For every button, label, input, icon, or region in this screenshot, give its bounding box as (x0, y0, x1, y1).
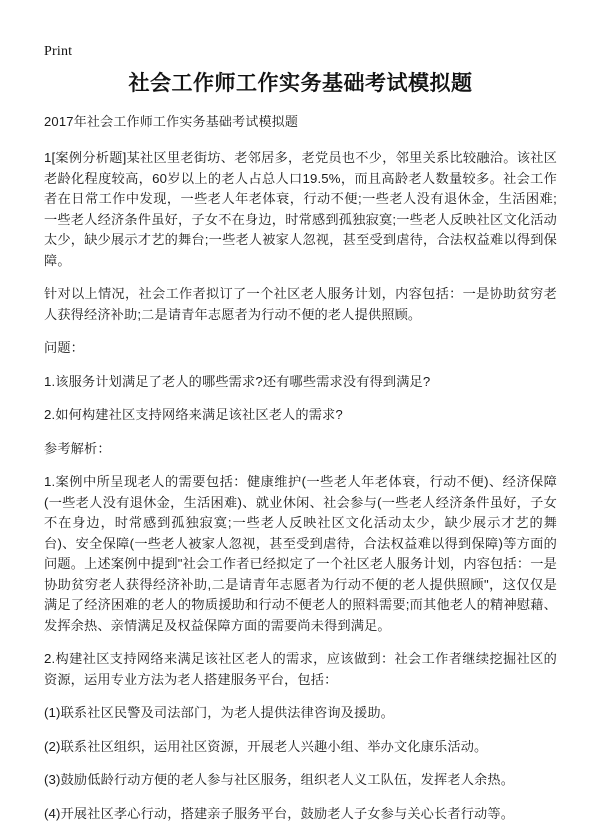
answer-1: 1.案例中所呈现老人的需要包括：健康维护(一些老人年老体衰，行动不便)、经济保障(一些老人没有退休金，生活困难)、就业休闲、社会参与(一些老人经济条件虽好，子女不在身边，时常感到孤独寂寞;一些老人反映社区文化活动太少，缺少展示才艺的舞台)、安全保障(一些老人被家人忽视，甚至受到虐待，合法权益难以得到保障)等方面的问题。上述案例中提到"社会工作者已经拟定了一个社区老人服务计划，内容包括：一是协助贫穷老人获得经济补助,二是请青年志愿者为行动不便的老人提供照顾"，这仅仅是满足了经济困难的老人的物质援助和行动不便老人的照料需要;而其他老人的精神慰藉、发挥余热、亲情满足及权益保障方面的需要尚未得到满足。 (44, 474, 557, 633)
answer-2-item-4: (4)开展社区孝心行动，搭建亲子服务平台，鼓励老人子女参与关心长者行动等。 (44, 805, 515, 821)
document-subtitle: 2017年社会工作师工作实务基础考试模拟题 (44, 114, 299, 129)
paragraph-service-plan: 针对以上情况，社会工作者拟订了一个社区老人服务计划，内容包括：一是协助贫穷老人获得经济补助;二是请青年志愿者为行动不便的老人提供照顾。 (44, 286, 557, 322)
question-2: 2.如何构建社区支持网络来满足该社区老人的需求? (44, 407, 343, 422)
question-1: 1.该服务计划满足了老人的哪些需求?还有哪些需求没有得到满足? (44, 373, 431, 389)
answer-2-item-3: (3)鼓励低龄行动方便的老人参与社区服务，组织老人义工队伍，发挥老人余热。 (44, 772, 515, 787)
heading-reference-analysis: 参考解析： (44, 440, 111, 456)
page-title: 社会工作师工作实务基础考试模拟题 (128, 72, 473, 95)
print-button[interactable]: Print (44, 44, 73, 59)
paragraph-case-description: 1[案例分析题]某社区里老街坊、老邻居多，老党员也不少，邻里关系比较融洽。该社区老龄化程度较高，60岁以上的老人占总人口19.5%，而且高龄老人数量较多。社会工作者在日常工作中发现，一些老人年老体衰，行动不便;一些老人没有退休金，生活困难;一些老人经济条件虽好，子女不在身边，时常感到孤独寂寞;一些老人反映社区文化活动太少，缺少展示才艺的舞台;一些老人被家人忽视，甚至受到虐待，合法权益难以得到保障。 (44, 150, 557, 268)
answer-2-item-1: (1)联系社区民警及司法部门，为老人提供法律咨询及援助。 (44, 705, 395, 720)
answer-2: 2.构建社区支持网络来满足该社区老人的需求，应该做到：社会工作者继续挖掘社区的资源，运用专业方法为老人搭建服务平台，包括： (44, 651, 557, 687)
heading-questions: 问题： (44, 340, 85, 355)
document-content (44, 70, 557, 824)
answer-2-item-2: (2)联系社区组织，运用社区资源，开展老人兴趣小组、举办文化康乐活动。 (44, 738, 488, 754)
document-body (44, 148, 557, 824)
